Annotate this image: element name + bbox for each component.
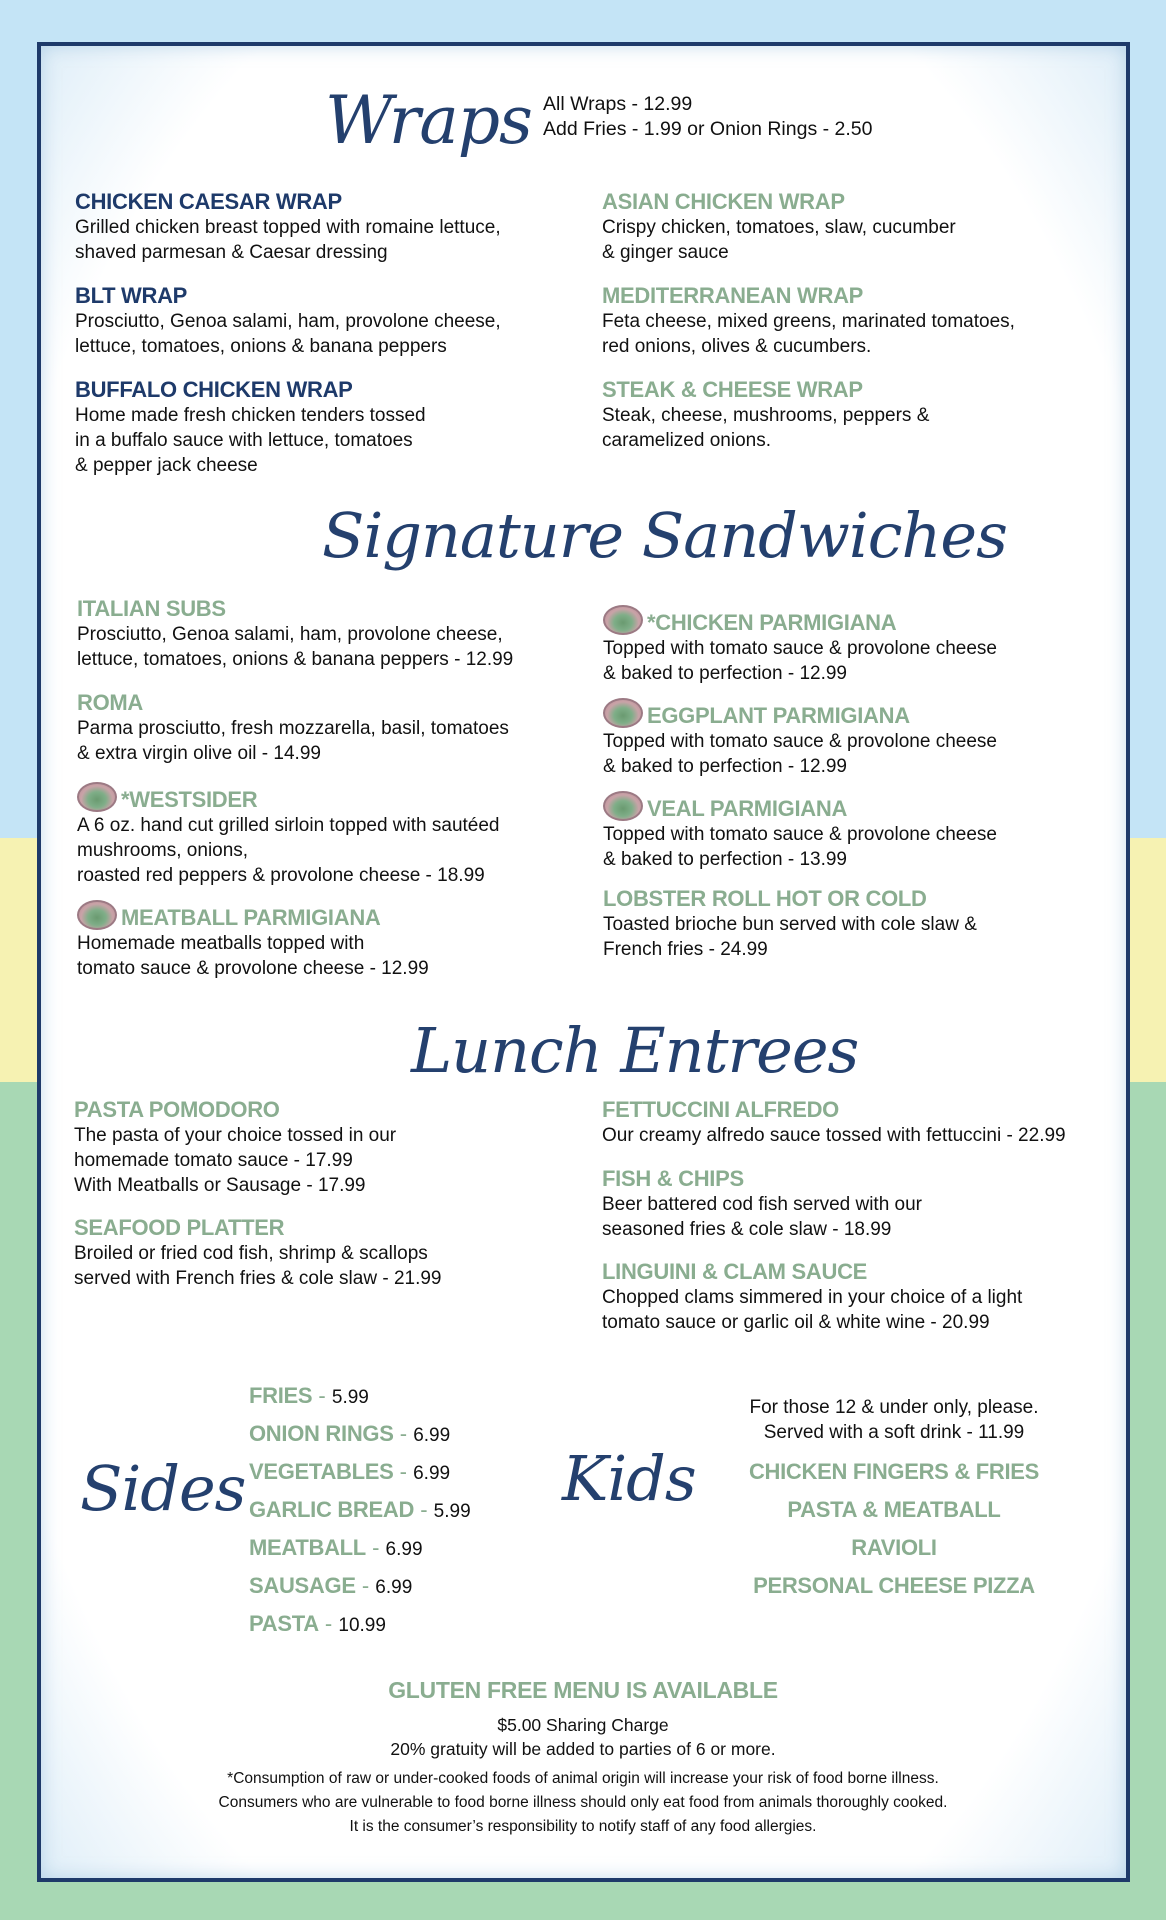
item-description: seasoned fries & cole slaw - 18.99 [602,1219,892,1240]
side-name: VEGETABLES [249,1459,394,1484]
item-description: A 6 oz. hand cut grilled sirloin topped with sautéed [77,815,500,836]
item-description: caramelized onions. [602,430,771,451]
item-description: Topped with tomato sauce & provolone cheese [603,731,997,752]
item-name [77,782,500,813]
side-price: 6.99 [413,1463,451,1484]
side-dash: - [318,1383,326,1408]
item-description: roasted red peppers & provolone cheese - 18.99 [77,865,485,886]
menu-item [77,596,513,672]
item-name [603,698,997,729]
menu-item [77,900,429,981]
menu-item [602,377,929,453]
menu-item [74,1097,396,1198]
item-description: Prosciutto, Genoa salami, ham, provolone cheese, [75,311,501,332]
item-description: Topped with tomato sauce & provolone cheese [603,824,997,845]
item-description: tomato sauce & provolone cheese - 12.99 [77,958,429,979]
item-description: The pasta of your choice tossed in our [74,1125,397,1146]
side-dash: - [399,1459,407,1484]
item-description: Toasted brioche bun served with cole slaw & [603,914,977,935]
kids-note: For those 12 & under only, please. [749,1397,1039,1418]
item-name-text: VEAL PARMIGIANA [647,796,848,821]
menu-item [603,886,977,962]
item-name: SEAFOOD PLATTER [74,1215,285,1240]
item-name: CHICKEN CAESAR WRAP [75,189,342,214]
menu-item [603,605,997,686]
item-description: Steak, cheese, mushrooms, peppers & [602,405,930,426]
entrees-heading: Lunch Entrees [411,1014,859,1087]
item-description: & baked to perfection - 12.99 [603,756,847,777]
item-name: PASTA POMODORO [74,1097,280,1122]
menu-item [602,189,956,265]
item-description: lettuce, tomatoes, onions & banana peppers [75,336,447,357]
item-description: Feta cheese, mixed greens, marinated tomatoes, [602,311,1015,332]
sides-list [249,1378,471,1644]
item-name: FETTUCCINI ALFREDO [602,1097,839,1122]
item-description: & baked to perfection - 12.99 [603,663,847,684]
kids-item: PERSONAL CHEESE PIZZA [753,1573,1035,1598]
restaurant-logo-badge-icon [77,782,117,812]
restaurant-logo-badge-icon [603,791,643,821]
item-name: ROMA [77,690,144,715]
item-name: MEDITERRANEAN WRAP [602,283,864,308]
item-description: Beer battered cod fish served with our [602,1194,923,1215]
menu-item [77,690,509,766]
item-name-text: *CHICKEN PARMIGIANA [647,610,897,635]
side-price: 6.99 [385,1539,423,1560]
side-name: GARLIC BREAD [249,1497,415,1522]
menu-item [75,189,501,265]
menu-item [602,1166,922,1242]
item-name [603,791,997,822]
item-name [77,900,429,931]
side-item [249,1606,471,1644]
restaurant-logo-badge-icon [77,900,117,930]
wraps-price-line: All Wraps - 12.99 [543,93,693,115]
footer [40,1675,1126,1839]
kids-item: RAVIOLI [851,1535,937,1560]
item-description: & extra virgin olive oil - 14.99 [77,743,321,764]
wraps-addon-line: Add Fries - 1.99 or Onion Rings - 2.50 [543,118,873,140]
item-description: Crispy chicken, tomatoes, slaw, cucumber [602,217,956,238]
item-description: & pepper jack cheese [75,455,258,476]
item-name: BLT WRAP [75,283,188,308]
side-dash: - [399,1421,408,1446]
item-description: Parma prosciutto, fresh mozzarella, basil, tomatoes [77,718,509,739]
item-name [603,605,997,636]
kids-block [714,1395,1074,1605]
item-description: tomato sauce or garlic oil & white wine - 20.99 [602,1312,990,1333]
item-name: BUFFALO CHICKEN WRAP [75,377,353,402]
item-name: LOBSTER ROLL HOT OR COLD [603,886,927,911]
side-name: ONION RINGS [249,1421,394,1446]
kids-item: PASTA & MEATBALL [787,1497,1001,1522]
sharing-charge: $5.00 Sharing Charge [497,1715,669,1735]
item-description: lettuce, tomatoes, onions & banana peppers - 12.99 [77,649,514,670]
item-name-text: EGGPLANT PARMIGIANA [647,703,910,728]
side-price: 5.99 [433,1501,471,1522]
side-price: 6.99 [413,1425,451,1446]
side-price: 6.99 [375,1577,413,1598]
menu-item [75,283,501,359]
item-description: Topped with tomato sauce & provolone cheese [603,638,997,659]
item-name: FISH & CHIPS [602,1166,744,1191]
item-description: served with French fries & cole slaw - 21.99 [74,1268,442,1289]
item-description: Grilled chicken breast topped with romaine lettuce, [75,217,501,238]
item-name: ITALIAN SUBS [77,596,226,621]
side-dash: - [361,1573,370,1598]
side-item [249,1568,471,1606]
item-description: Our creamy alfredo sauce tossed with fettuccini - 22.99 [602,1125,1066,1146]
item-description: shaved parmesan & Caesar dressing [75,242,388,263]
side-dash: - [324,1611,333,1636]
item-description: Chopped clams simmered in your choice of a light [602,1287,1023,1308]
item-description: homemade tomato sauce - 17.99 [74,1150,353,1171]
item-name: LINGUINI & CLAM SAUCE [602,1259,868,1284]
item-name: ASIAN CHICKEN WRAP [602,189,845,214]
side-dash: - [420,1497,428,1522]
menu-item [74,1215,442,1291]
restaurant-logo-badge-icon [603,698,643,728]
gratuity-notice: 20% gratuity will be added to parties of 6 or more. [390,1739,776,1759]
side-name: SAUSAGE [249,1573,356,1598]
allergy-disclaimer: It is the consumer’s responsibility to notify staff of any food allergies. [349,1818,817,1835]
item-description: & ginger sauce [602,242,729,263]
side-name: FRIES [249,1383,313,1408]
side-item [249,1416,471,1454]
item-description: Prosciutto, Genoa salami, ham, provolone cheese, [77,624,503,645]
item-description: With Meatballs or Sausage - 17.99 [74,1175,366,1196]
menu-item [75,377,426,478]
sandwiches-heading: Signature Sandwiches [322,499,1007,572]
item-name: STEAK & CHEESE WRAP [602,377,863,402]
side-price: 5.99 [331,1387,369,1408]
item-description: in a buffalo sauce with lettuce, tomatoes [75,430,413,451]
item-description: mushrooms, onions, [77,840,249,861]
menu-item [77,782,500,888]
item-description: Broiled or fried cod fish, shrimp & scallops [74,1243,428,1264]
menu-item [602,1097,1066,1148]
consumption-disclaimer: *Consumption of raw or under-cooked foods of animal origin will increase your risk of food borne illness. [227,1770,939,1787]
side-price: 10.99 [338,1615,386,1636]
item-description: & baked to perfection - 13.99 [603,849,847,870]
kids-heading: Kids [562,1442,696,1515]
item-description: Home made fresh chicken tenders tossed [75,405,426,426]
kids-item: CHICKEN FINGERS & FRIES [748,1459,1040,1484]
item-name-text: *WESTSIDER [121,787,258,812]
item-description: Homemade meatballs topped with [77,933,365,954]
gluten-free-notice: GLUTEN FREE MENU IS AVAILABLE [388,1677,778,1703]
side-name: PASTA [249,1611,319,1636]
side-dash: - [372,1535,380,1560]
consumption-disclaimer: Consumers who are vulnerable to food borne illness should only eat food from animals thoroughly cooked. [218,1794,948,1811]
menu-item [603,698,997,779]
wraps-price-note [543,92,873,142]
side-item [249,1454,471,1492]
side-item [249,1492,471,1530]
side-item [249,1530,471,1568]
kids-note: Served with a soft drink - 11.99 [763,1422,1025,1443]
menu-item [603,791,997,872]
sides-heading: Sides [80,1452,246,1525]
wraps-heading: Wraps [325,82,532,159]
item-name-text: MEATBALL PARMIGIANA [121,905,381,930]
item-description: French fries - 24.99 [603,939,768,960]
side-item [249,1378,471,1416]
item-description: red onions, olives & cucumbers. [602,336,872,357]
side-name: MEATBALL [249,1535,366,1560]
menu-item [602,1259,1022,1335]
menu-item [602,283,1015,359]
restaurant-logo-badge-icon [603,605,643,635]
